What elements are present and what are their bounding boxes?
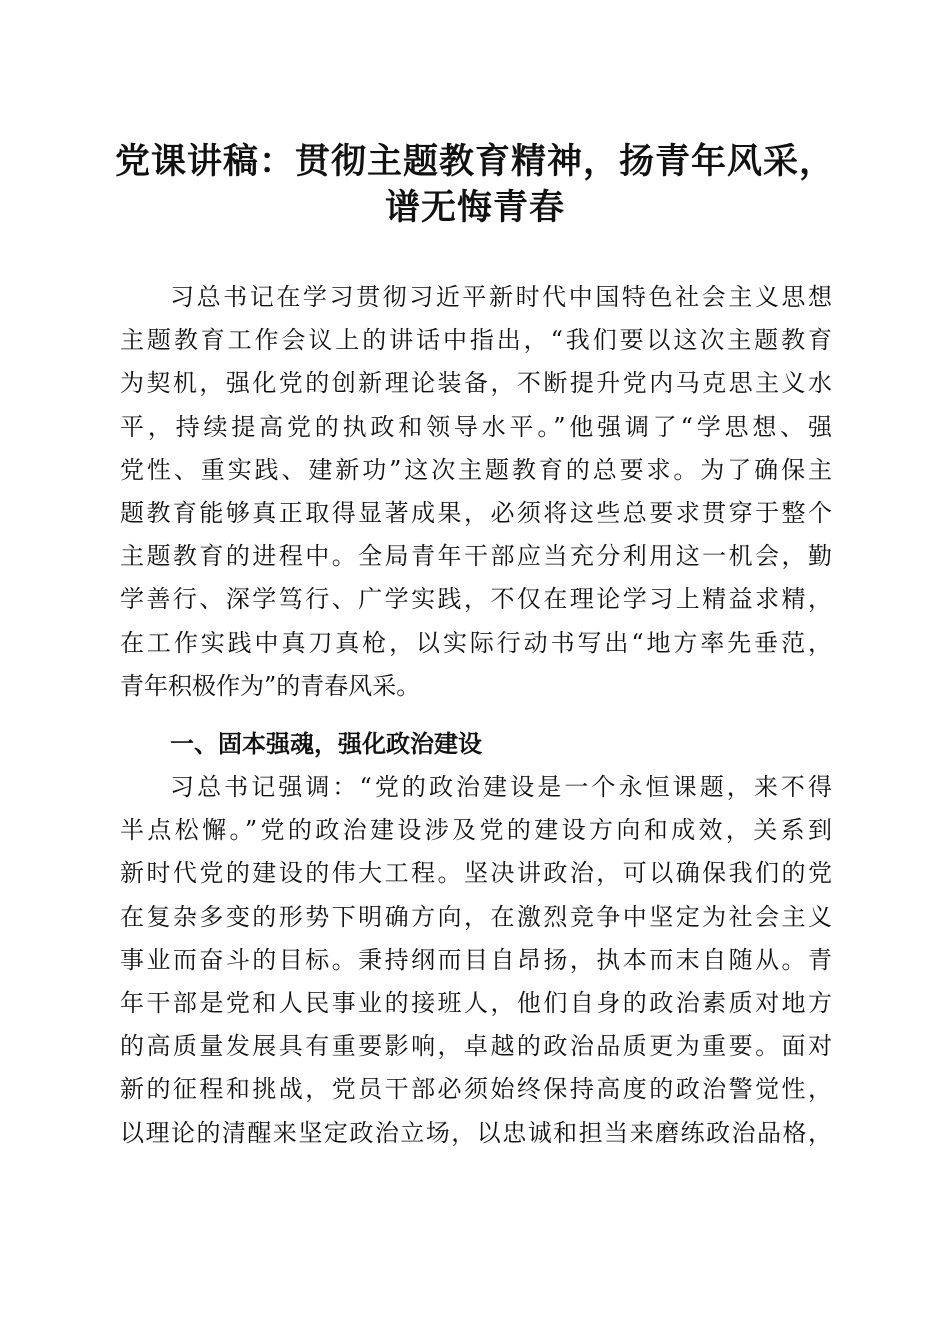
paragraph-line: 题教育能够真正取得显著成果，必须将这些总要求贯穿于整个 — [120, 498, 832, 527]
paragraph-line: 的高质量发展具有重要影响，卓越的政治品质更为重要。面对 — [120, 1032, 832, 1061]
paragraph-line: 学善行、深学笃行、广学实践，不仅在理论学习上精益求精， — [120, 585, 832, 614]
paragraph-line: 以理论的清醒来坚定政治立场，以忠诚和担当来磨练政治品格， — [120, 1118, 832, 1147]
paragraph-line: 为契机，强化党的创新理论装备，不断提升党内马克思主义水 — [120, 369, 832, 398]
document-title-line-2: 谱无悔青春 — [384, 187, 565, 228]
paragraph-line: 主题教育的进程中。全局青年干部应当充分利用这一机会，勤 — [120, 542, 832, 571]
paragraph-political-building — [120, 766, 832, 1155]
paragraph-intro — [120, 276, 832, 708]
paragraph-line: 习总书记强调：“党的政治建设是一个永恒课题，来不得 — [170, 773, 832, 801]
paragraph-line: 平，持续提高党的执政和领导水平。”他强调了“学思想、强 — [120, 412, 832, 441]
paragraph-line: 在工作实践中真刀真枪，以实际行动书写出“地方率先垂范， — [120, 628, 832, 657]
paragraph-line: 半点松懈。”党的政治建设涉及党的建设方向和成效，关系到 — [120, 816, 832, 845]
paragraph-line: 年干部是党和人民事业的接班人，他们自身的政治素质对地方 — [120, 988, 832, 1017]
paragraph-line: 新时代党的建设的伟大工程。坚决讲政治，可以确保我们的党 — [120, 859, 832, 888]
paragraph-line: 在复杂多变的形势下明确方向，在激烈竞争中坚定为社会主义 — [120, 902, 832, 931]
section-heading: 一、固本强魂，强化政治建设 — [170, 730, 482, 758]
paragraph-line: 新的征程和挑战，党员干部必须始终保持高度的政治警觉性， — [120, 1075, 832, 1104]
paragraph-line: 主题教育工作会议上的讲话中指出，“我们要以这次主题教育 — [120, 326, 832, 355]
paragraph-line: 事业而奋斗的目标。秉持纲而目自昂扬，执本而末自随从。青 — [120, 945, 832, 974]
document-title-line-1: 党课讲稿：贯彻主题教育精神，扬青年风采， — [114, 141, 835, 182]
paragraph-line: 青年积极作为”的青春风采。 — [120, 671, 421, 700]
paragraph-line: 党性、重实践、建新功”这次主题教育的总要求。为了确保主 — [120, 455, 832, 484]
paragraph-line: 习总书记在学习贯彻习近平新时代中国特色社会主义思想 — [170, 283, 832, 311]
